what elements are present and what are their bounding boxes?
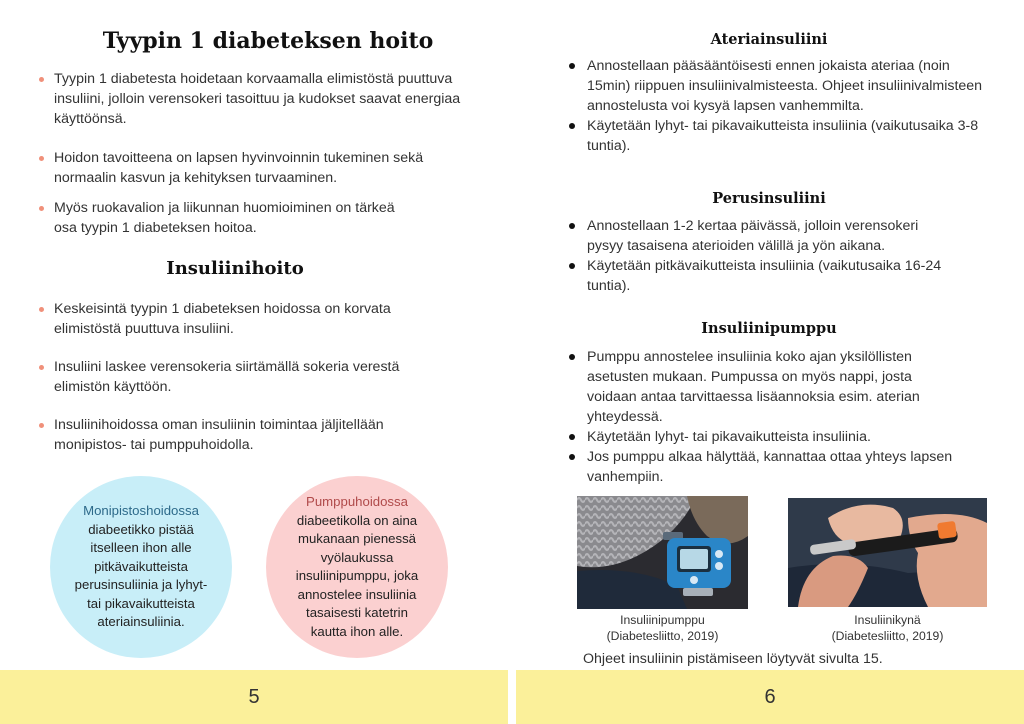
circle-line: diabeetikolla on aina [296, 512, 418, 528]
page-title: Tyypin 1 diabeteksen hoito [102, 28, 434, 54]
multiple-injection-circle [50, 476, 232, 658]
circle-line: vyölaukussa [320, 549, 394, 565]
list-item: Annostellaan 1-2 kertaa päivässä, jolloin verensokeri pysyy tasaisena aterioiden välillä ja yön aikana. [568, 216, 957, 256]
circle-lead: Monipistoshoidossa [83, 503, 199, 519]
circle-line: mukanaan pienessä [297, 531, 417, 546]
circle-line: insuliinipumppu, joka [295, 568, 419, 583]
list-item: Käytetään lyhyt- tai pikavaikutteista insuliinia. [568, 427, 998, 447]
circle-line: ateriainsuliinia. [97, 614, 185, 630]
ateriainsuliini-list [568, 56, 998, 156]
circle-line: pitkävaikutteista [94, 558, 188, 574]
list-item: Keskeisintä tyypin 1 diabeteksen hoidossa on korvata elimistöstä puuttuva insuliini. [36, 299, 436, 339]
caption-line: Insuliinipumppu [620, 613, 705, 627]
photo-caption [577, 612, 748, 644]
page-number-right: 6 [516, 670, 1024, 724]
insulin-bullet-list [36, 299, 436, 455]
caption-line: Insuliinikynä [854, 613, 921, 627]
circle-line: tasaisesti katetrin [306, 605, 408, 620]
intro-bullet-list [36, 69, 466, 238]
circle-line: itselleen ihon alle [90, 540, 192, 556]
list-item: Jos pumppu alkaa hälyttää, kannattaa ottaa yhteys lapsen vanhempiin. [568, 447, 987, 487]
list-item: Hoidon tavoitteena on lapsen hyvinvoinnin tukeminen sekä normaalin kasvun ja kehityksen turvaaminen. [36, 148, 466, 188]
list-item: Käytetään pitkävaikutteista insuliinia (vaikutusaika 16-24 tuntia). [568, 256, 982, 296]
insulin-pump-photo [577, 496, 748, 609]
circle-line: perusinsuliinia ja lyhyt- [74, 577, 208, 593]
photo-caption [788, 612, 987, 644]
list-item: Annostellaan pääsääntöisesti ennen jokaista ateriaa (noin 15min) riippuen insuliinivalmisteesta. Ohjeet insuliinivalmisteen annostelusta voi kysyä lapsen vanhemmilta. [568, 56, 987, 116]
circle-lead: Pumppuhoidossa [306, 494, 408, 509]
heading-insuliinipumppu: Insuliinipumppu [701, 320, 837, 337]
list-item: Käytetään lyhyt- tai pikavaikutteista insuliinia (vaikutusaika 3-8 tuntia). [568, 116, 998, 156]
caption-line: (Diabetesliitto, 2019) [606, 629, 719, 643]
section-subtitle: Insuliinihoito [166, 258, 304, 279]
circle-line: kautta ihon alle. [310, 623, 404, 639]
list-item: Insuliinihoidossa oman insuliinin toimintaa jäljitellään monipistos- tai pumppuhoidolla. [36, 415, 436, 455]
circle-line: diabeetikko pistää [88, 521, 194, 537]
insuliinipumppu-list [568, 347, 998, 487]
page-number-left: 5 [0, 670, 508, 724]
list-item: Myös ruokavalion ja liikunnan huomioiminen on tärkeä osa tyypin 1 diabeteksen hoitoa. [36, 198, 404, 238]
list-item: Pumppu annostelee insuliinia koko ajan yksilöllisten asetusten mukaan. Pumpussa on myös nappi, josta voidaan antaa tarvittaessa lisäannoksia esim. aterian yhteydessä. [568, 347, 962, 427]
list-item: Tyypin 1 diabetesta hoidetaan korvaamalla elimistöstä puuttuva insuliini, jolloin verensokeri tasoittuu ja kudokset saavat energiaa käyttöönsä. [36, 69, 466, 129]
insulin-pen-photo [788, 498, 987, 607]
circle-line: tai pikavaikutteista [87, 595, 195, 611]
heading-ateriainsuliini: Ateriainsuliini [710, 31, 828, 48]
list-item: Insuliini laskee verensokeria siirtämällä sokeria verestä elimistön käyttöön. [36, 357, 436, 397]
caption-line: (Diabetesliitto, 2019) [831, 629, 944, 643]
injection-instructions-note: Ohjeet insuliinin pistämiseen löytyvät sivulta 15. [583, 651, 883, 667]
heading-perusinsuliini: Perusinsuliini [712, 190, 826, 207]
circle-line: annostelee insuliinia [297, 586, 417, 602]
pump-therapy-circle [266, 476, 448, 658]
perusinsuliini-list [568, 216, 998, 296]
